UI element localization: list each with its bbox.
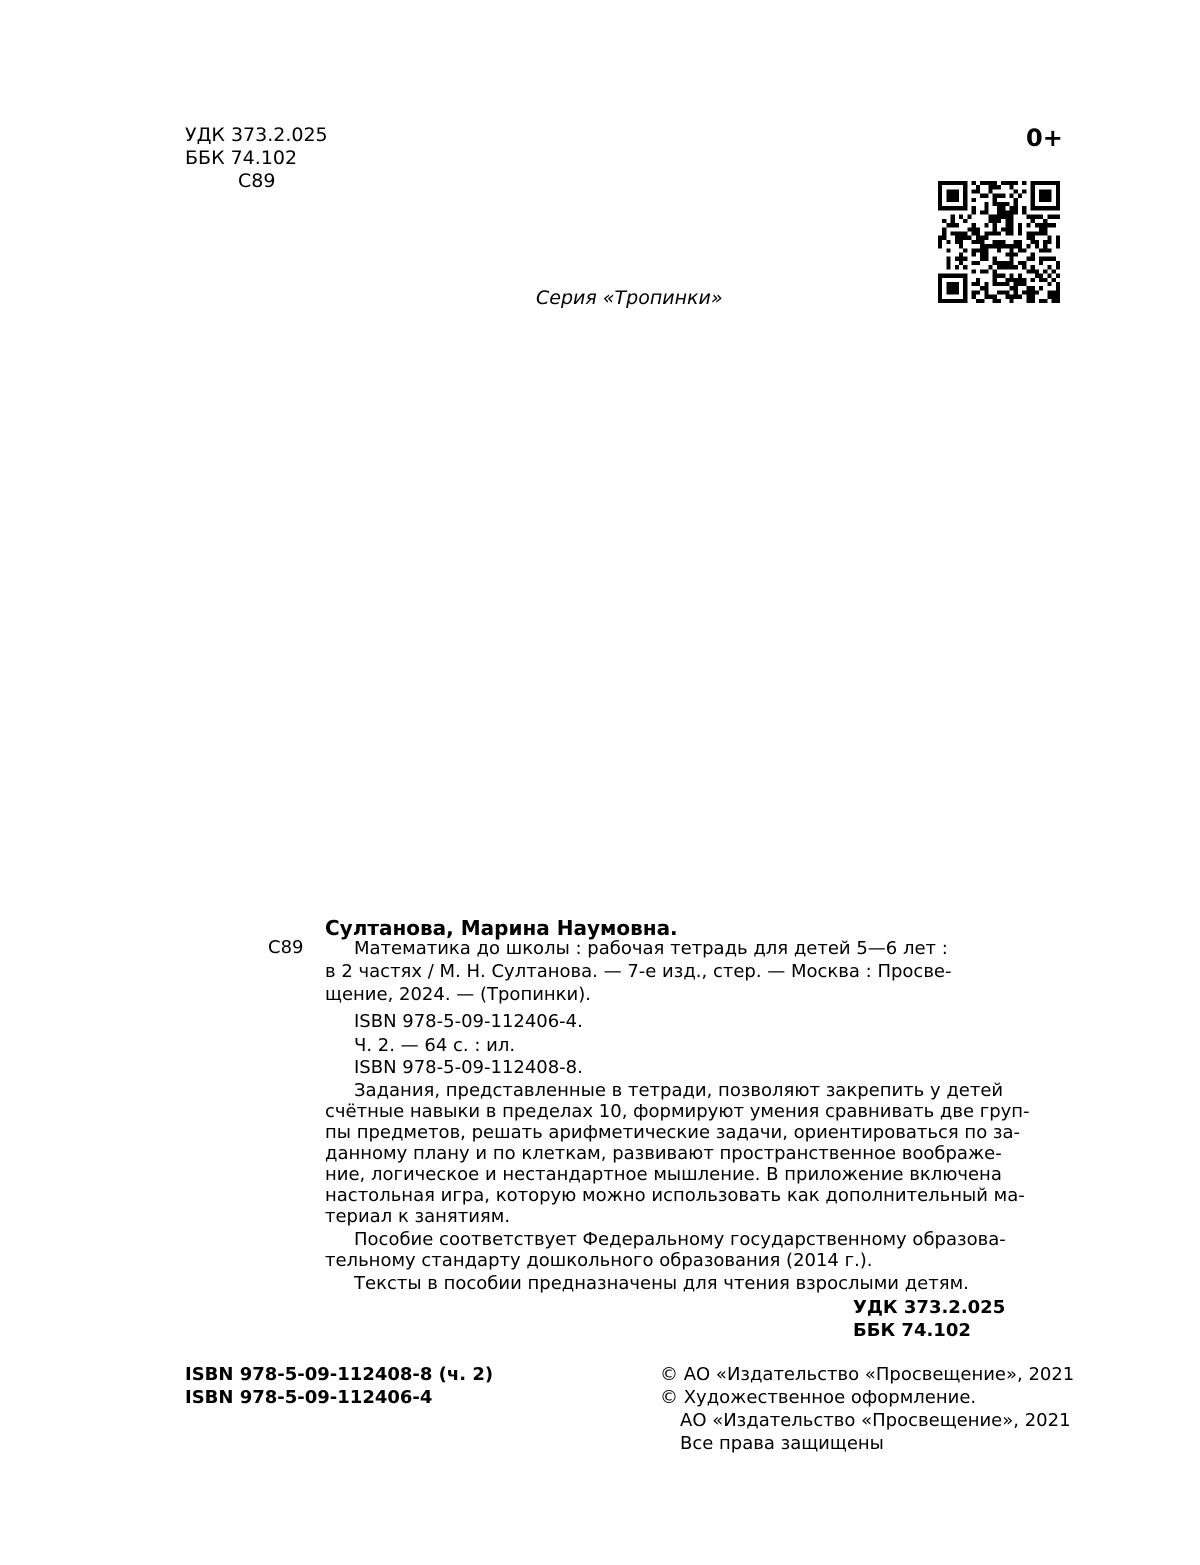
- copyright-line: Все права защищены: [680, 1433, 884, 1454]
- footer-isbn-part: ISBN 978-5-09-112408-8 (ч. 2): [185, 1364, 494, 1385]
- abstract-line: Задания, представленные в тетради, позволяют закрепить у детей: [354, 1080, 1004, 1101]
- copyright-line: АО «Издательство «Просвещение», 2021: [680, 1410, 1071, 1431]
- qr-code-icon: [938, 181, 1060, 303]
- standard-line: тельному стандарту дошкольного образования (2014 г.).: [325, 1250, 873, 1271]
- abstract-line: ние, логическое и нестандартное мышление. В приложение включена: [325, 1164, 1002, 1185]
- abstract-line: данному плану и по клеткам, развивают пространственное воображе-: [325, 1143, 1002, 1164]
- footer-isbn-block: [185, 1363, 493, 1409]
- entry-udk: УДК 373.2.025: [853, 1297, 1006, 1318]
- copyright-line: © АО «Издательство «Просвещение», 2021: [660, 1364, 1075, 1385]
- abstract-line: настольная игра, которую можно использовать как дополнительный ма-: [325, 1185, 1025, 1206]
- author-name: Султанова, Марина Наумовна.: [325, 916, 678, 940]
- part-info: Ч. 2. — 64 с. : ил.: [354, 1035, 516, 1056]
- title-line: в 2 частях / М. Н. Султанова. — 7-е изд., стер. — Москва : Просве-: [325, 961, 952, 982]
- reading-note: Тексты в пособии предназначены для чтения взрослыми детям.: [354, 1273, 969, 1294]
- abstract-line: пы предметов, решать арифметические задачи, ориентироваться по за-: [325, 1122, 1021, 1143]
- title-line: Математика до школы : рабочая тетрадь для детей 5—6 лет :: [354, 938, 948, 959]
- title-line: щение, 2024. — (Тропинки).: [325, 984, 591, 1005]
- copyright-block: [660, 1363, 1074, 1455]
- abstract-line: териал к занятиям.: [325, 1206, 511, 1227]
- age-rating-badge: 0+: [1026, 124, 1063, 152]
- series-title: Серия «Тропинки»: [536, 287, 723, 309]
- isbn-part: ISBN 978-5-09-112408-8.: [354, 1057, 583, 1078]
- abstract-line: счётные навыки в пределах 10, формируют умения сравнивать две груп-: [325, 1101, 1030, 1122]
- header-code: С89: [238, 170, 276, 192]
- isbn-set: ISBN 978-5-09-112406-4.: [354, 1011, 583, 1032]
- copyright-line: © Художественное оформление.: [660, 1387, 977, 1408]
- entry-bbk: ББК 74.102: [853, 1320, 971, 1341]
- entry-code: С89: [268, 937, 304, 958]
- footer-isbn-set: ISBN 978-5-09-112406-4: [185, 1387, 433, 1408]
- header-bbk: ББК 74.102: [185, 147, 298, 169]
- standard-line: Пособие соответствует Федеральному государственному образова-: [354, 1229, 1006, 1250]
- header-udk: УДК 373.2.025: [185, 124, 328, 146]
